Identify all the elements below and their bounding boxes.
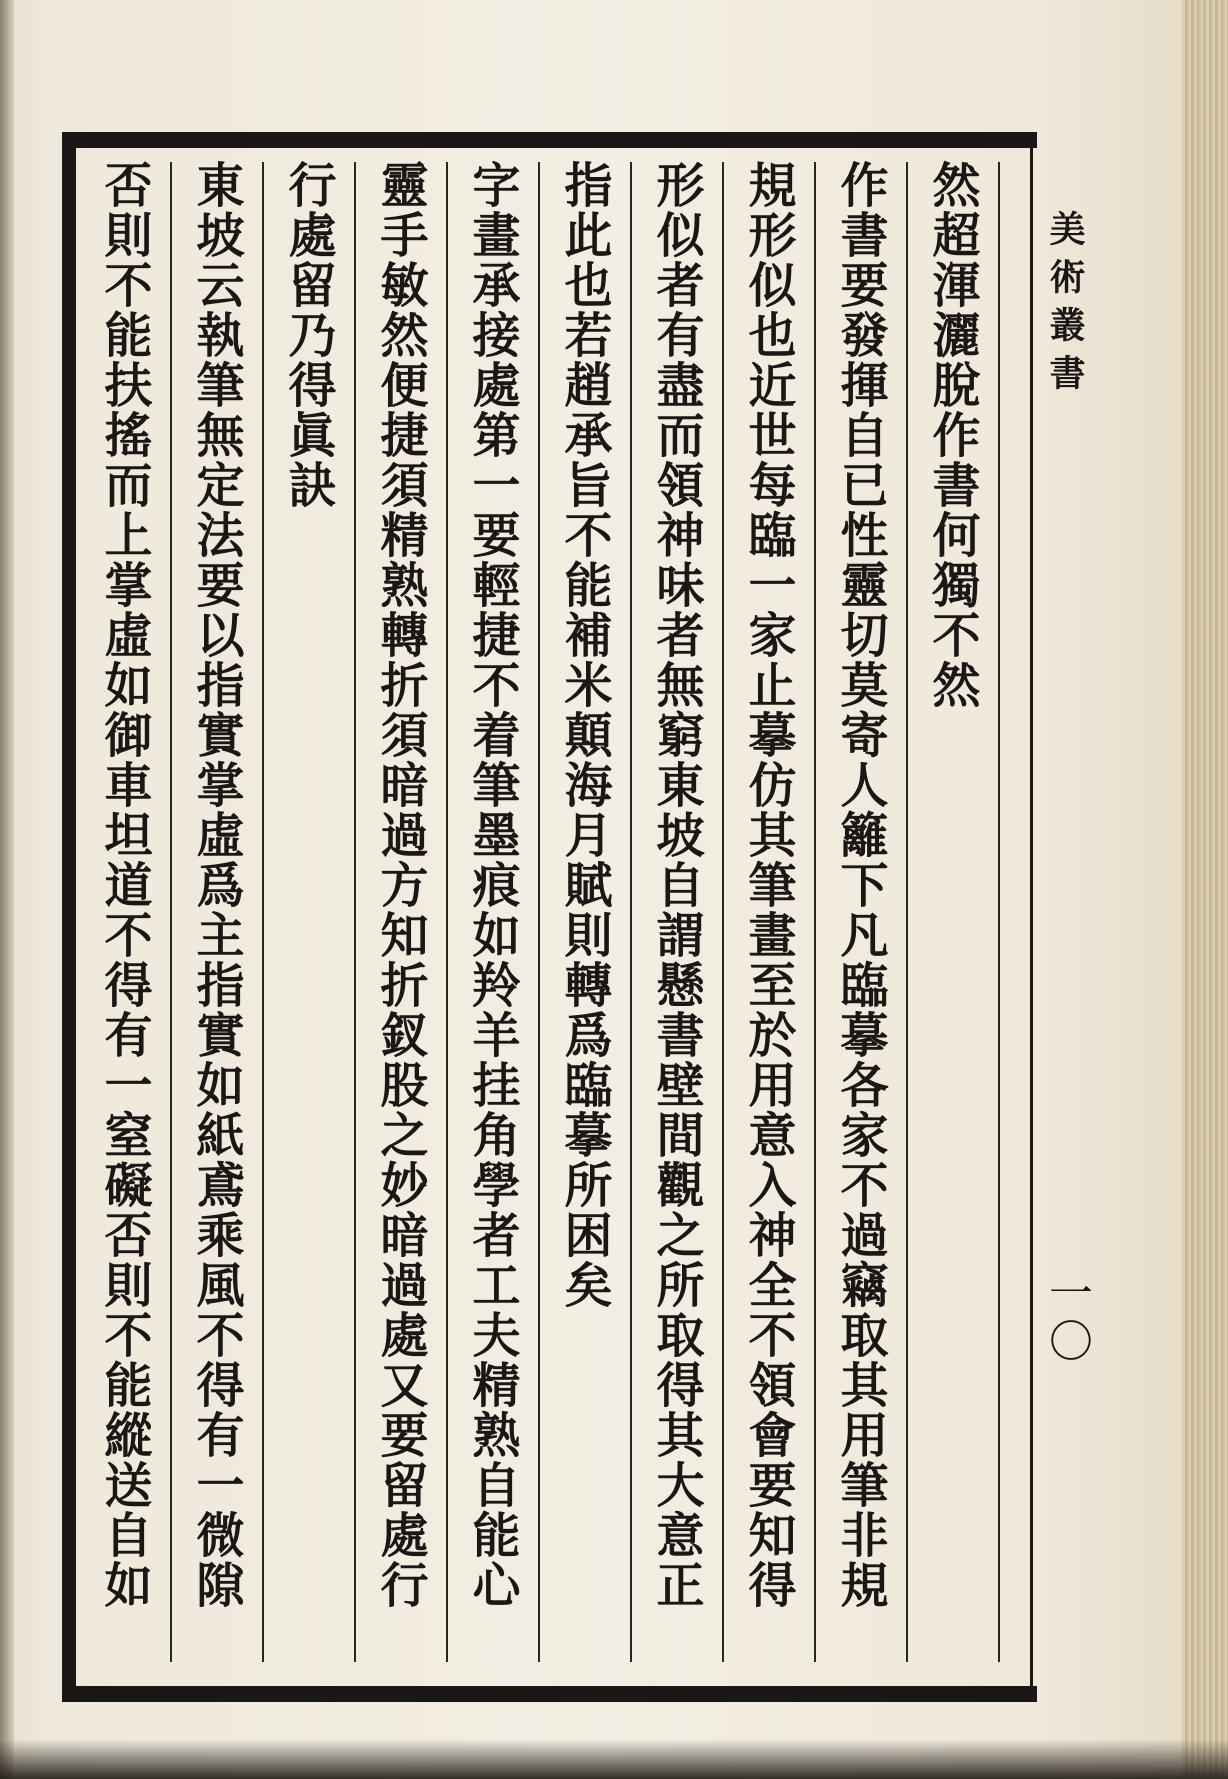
text-column-6: 字畫承接處第一要輕捷不着筆墨痕如羚羊挂角學者工夫精熟自能心 bbox=[464, 160, 520, 1610]
book-spine bbox=[0, 0, 14, 1779]
text-column-1: 然超渾灑脫作書何獨不然 bbox=[924, 160, 980, 710]
text-column-4: 形似者有盡而領神味者無窮東坡自謂懸書壁間觀之所取得其大意正 bbox=[648, 160, 704, 1610]
frame-left-rule bbox=[62, 132, 76, 1702]
frame-bottom-rule bbox=[62, 1686, 1037, 1702]
text-column-9: 東坡云執筆無定法要以指實掌虛爲主指實如紙鳶乘風不得有一微隙 bbox=[188, 160, 244, 1610]
text-column-10: 否則不能扶搖而上掌虛如御車坦道不得有一窒礙否則不能縱送自如 bbox=[96, 160, 152, 1610]
text-column-2: 作書要發揮自已性靈切莫寄人籬下凡臨摹各家不過竊取其用筆非規 bbox=[832, 160, 888, 1610]
text-frame bbox=[62, 132, 1037, 1702]
page-number: 一〇 bbox=[1041, 1270, 1092, 1366]
frame-right-rule bbox=[1030, 142, 1033, 1692]
running-head: 美術叢書 bbox=[1044, 210, 1086, 402]
page-edges bbox=[1182, 0, 1228, 1779]
text-column-3: 規形似也近世每臨一家止摹仿其筆畫至於用意入神全不領會要知得 bbox=[740, 160, 796, 1610]
text-column-5: 指此也若趙承旨不能補米顛海月賦則轉爲臨摹所困矣 bbox=[556, 160, 612, 1310]
frame-top-rule bbox=[62, 132, 1037, 148]
text-column-7: 靈手敏然便捷須精熟轉折須暗過方知折釵股之妙暗過處又要留處行 bbox=[372, 160, 428, 1610]
bottom-shadow bbox=[0, 1739, 1228, 1779]
text-column-8: 行處留乃得眞訣 bbox=[280, 160, 336, 510]
column-divider bbox=[998, 162, 1000, 1662]
